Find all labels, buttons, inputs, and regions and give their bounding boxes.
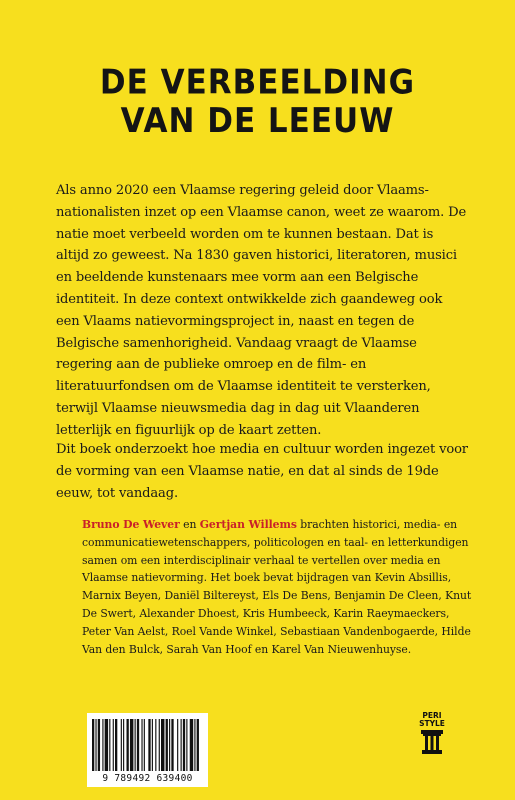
publisher-name-line-1: PERI [422, 711, 442, 720]
barcode-bars [90, 719, 205, 771]
bio-text: brachten historici, media- en communicatiewetenschappers, politicologen en taal- en letterkundigen samen om een interdisciplinair verhaal te vertellen over media en Vlaamse natievorming. Het boek bevat bijdragen van Kevin Absillis, Marnix Beyen, Daniël Biltereyst, Els De Bens, Benjamin De Cleen, Knut De Swert, Alexander Dhoest, Kris Humbeeck, Karin Raeymaeckers, Peter Van Aelst, Roel Vande Winkel, Sebastiaan Vandenbogaerde, Hilde Van den Bulck, Sarah Van Hoof en Karel Van Nieuwenhuyse. [82, 518, 472, 656]
book-title [0, 63, 515, 141]
editors-bio [82, 516, 474, 658]
publisher-name-line-2: STYLE [419, 719, 445, 728]
description-paragraph-1: Als anno 2020 een Vlaamse regering geleid door Vlaams-nationalisten inzet op een Vlaamse canon, weet ze waarom. De natie moet verbeeld worden om te kunnen bestaan. Dat is altijd zo geweest. Na 1830 gaven historici, literatoren, musici en beeldende kunstenaars mee vorm aan een Belgische identiteit. In deze context ontwikkelde zich gaandeweg ook een Vlaams natievormingsproject in, naast en tegen de Belgische samenhorigheid. Vandaag vraagt de Vlaamse regering aan de publieke omroep en de film- en literatuurfondsen om de Vlaamse identiteit te versterken, terwijl Vlaamse nieuwsmedia dag in dag uit Vlaanderen letterlijk en figuurlijk op de kaart zetten. [56, 183, 467, 438]
isbn-barcode [87, 713, 208, 787]
author-name-2: Gertjan Willems [199, 518, 297, 531]
description-paragraph-2: Dit boek onderzoekt hoe media en cultuur worden ingezet voor de vorming van een Vlaamse natie, en dat al sinds de 19de eeuw, tot vandaag. [56, 442, 468, 501]
author-name-1: Bruno De Wever [82, 518, 180, 531]
title-line-1: DE VERBEELDING [99, 63, 416, 102]
column-icon [421, 730, 443, 754]
isbn-number: 9 789492 639400 [102, 773, 193, 784]
title-line-2: VAN DE LEEUW [120, 102, 395, 141]
publisher-logo [414, 712, 450, 754]
author-connector: en [183, 518, 197, 531]
